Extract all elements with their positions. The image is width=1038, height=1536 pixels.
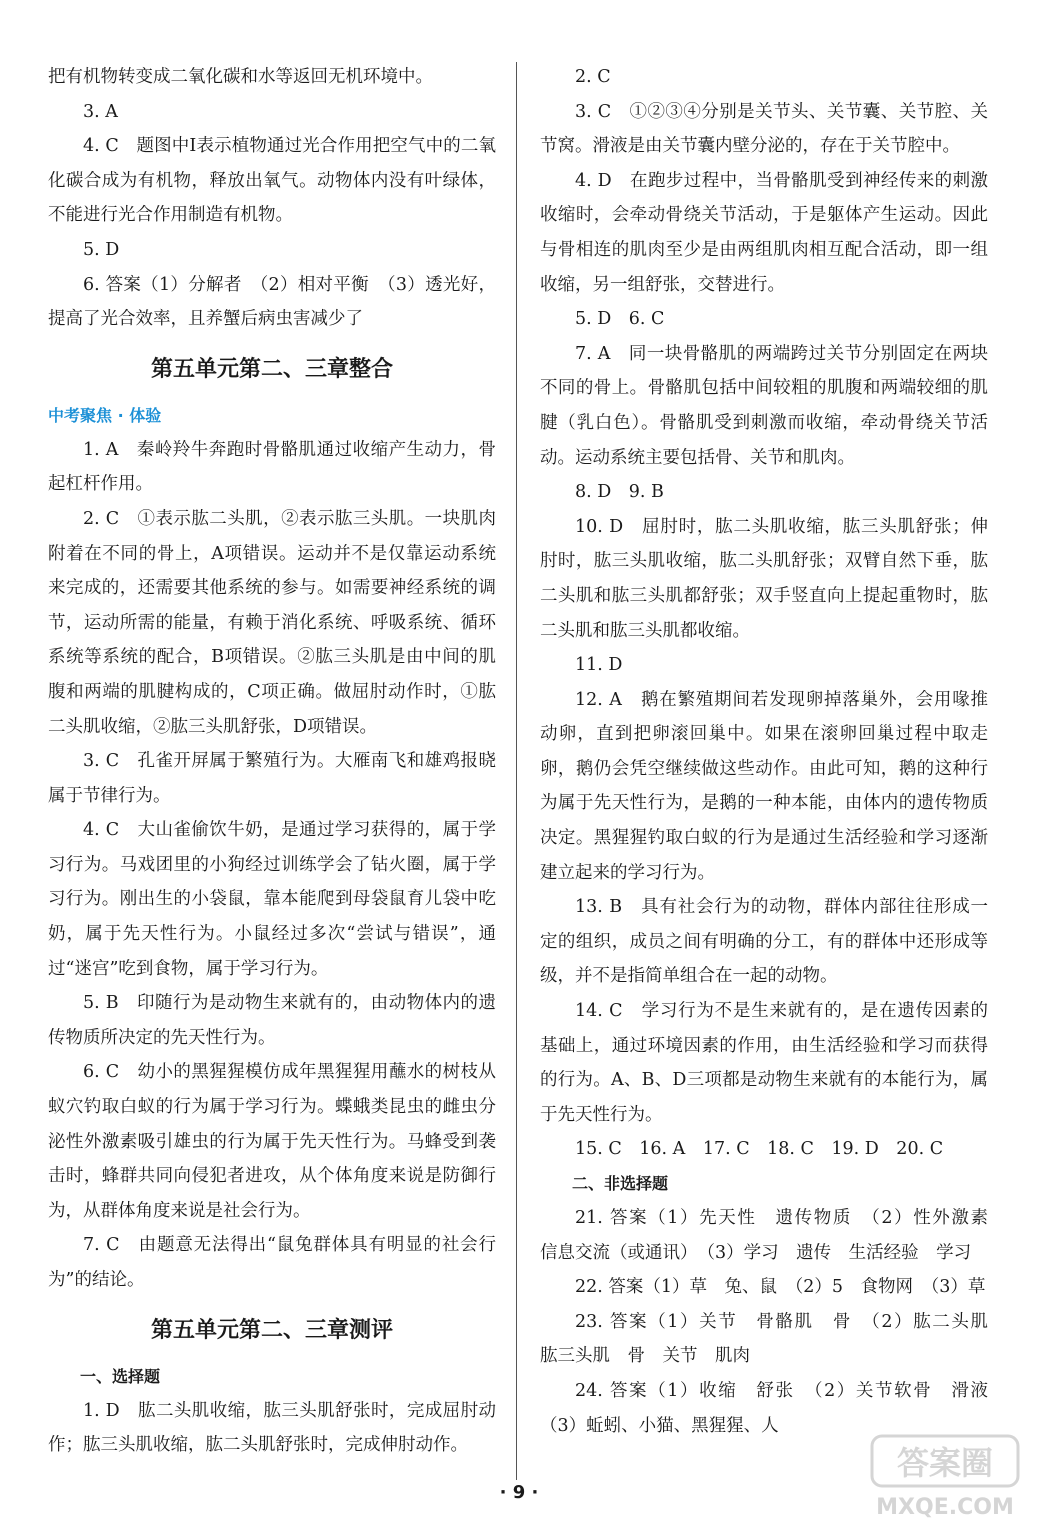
answer-item: 4. D 在跑步过程中，当骨骼肌受到神经传来的刺激收缩时，会牵动骨绕关节活动，于是躯体产生运动。因此与骨相连的肌肉至少是由两组肌肉相互配合活动，即一组收缩，另一组舒张，交替进行。 — [540, 170, 988, 295]
answer-item: 4. C 题图中Ⅰ表示植物通过光合作用把空气中的二氧化碳合成为有机物，释放出氧气。动物体内没有叶绿体，不能进行光合作用制造有机物。 — [48, 136, 496, 226]
answer-item: 7. C 由题意无法得出“鼠兔群体具有明显的社会行为”的结论。 — [48, 1235, 496, 1290]
left-column — [48, 60, 496, 1463]
answer-item: 3. C 孔雀开屏属于繁殖行为。大雁南飞和雄鸡报晓属于节律行为。 — [48, 751, 496, 806]
answer-item: 22. 答案（1）草 兔、鼠 （2）5 食物网 （3）草 — [575, 1277, 986, 1298]
answer-item: 8. D 9. B — [575, 482, 664, 503]
section-title-assessment: 第五单元第二、三章测评 — [150, 1317, 393, 1343]
answer-item: 14. C 学习行为不是生来就有的，是在遗传因素的基础上，通过环境因素的作用，由生活经验和学习而获得的行为。A、B、D三项都是动物生来就有的本能行为，属于先天性行为。 — [540, 1001, 988, 1125]
section-label-choice: 一、选择题 — [80, 1366, 161, 1386]
column-divider — [516, 62, 517, 1480]
answer-item: 3. C ①②③④分别是关节头、关节囊、关节腔、关节窝。滑液是由关节囊内壁分泌的，存在于关节腔中。 — [540, 101, 988, 157]
watermark-logo — [870, 1434, 1020, 1522]
answer-item: 11. D — [575, 655, 623, 676]
answer-item: 24. 答案（1）收缩 舒张 （2）关节软骨 滑液 （3）蚯蚓、小猫、黑猩猩、人 — [540, 1380, 1006, 1436]
watermark-text-top: 答案圈 — [896, 1444, 994, 1482]
answer-item: 5. B 印随行为是动物生来就有的，由动物体内的遗传物质所决定的先天性行为。 — [48, 993, 496, 1048]
page-number: · 9 · — [499, 1482, 539, 1503]
answer-item: 2. C — [575, 67, 611, 87]
answer-item: 4. C 大山雀偷饮牛奶，是通过学习获得的，属于学习行为。马戏团里的小狗经过训练学会了钻火圈，属于学习行为。刚出生的小袋鼠，靠本能爬到母袋鼠育儿袋中吃奶，属于先天性行为。小鼠经过多次“尝试与错误”，通过“迷宫”吃到食物，属于学习行为。 — [48, 820, 496, 979]
watermark-logo-graphic — [870, 1434, 1020, 1522]
answer-item: 3. A — [83, 101, 118, 122]
intro-paragraph: 把有机物转变成二氧化碳和水等返回无机环境中。 — [48, 67, 433, 87]
answer-item: 5. D 6. C — [575, 309, 665, 330]
answer-item: 5. D — [83, 239, 120, 260]
section-title-integration: 第五单元第二、三章整合 — [150, 356, 393, 382]
answer-item: 6. 答案（1）分解者 （2）相对平衡 （3）透光好，提高了光合效率，且养蟹后病虫害减少了 — [48, 274, 496, 330]
right-column — [540, 60, 1006, 1443]
answer-item: 1. A 秦岭羚牛奔跑时骨骼肌通过收缩产生动力，骨起杠杆作用。 — [48, 439, 496, 495]
sub-heading-exam-focus: 中考聚焦 · 体验 — [48, 405, 162, 425]
answer-item: 21. 答案（1）先天性 遗传物质 （2）性外激素 信息交流（或通讯） （3）学习 遗传 生活经验 学习 — [540, 1208, 1006, 1263]
answer-item: 7. A 同一块骨骼肌的两端跨过关节分别固定在两块不同的骨上。骨骼肌包括中间较粗的肌腹和两端较细的肌腱（乳白色）。骨骼肌受到刺激而收缩，牵动骨绕关节活动。运动系统主要包括骨、关节和肌肉。 — [540, 343, 988, 468]
answer-item: 12. A 鹅在繁殖期间若发现卵掉落巢外，会用喙推动卵，直到把卵滚回巢中。如果在滚卵回巢过程中取走卵，鹅仍会凭空继续做这些动作。由此可知，鹅的这种行为属于先天性行为，是鹅的一种本能，由体内的遗传物质决定。黑猩猩钓取白蚁的行为是通过生活经验和学习逐渐建立起来的学习行为。 — [540, 689, 988, 883]
answer-item: 1. D 肱二头肌收缩，肱三头肌舒张时，完成屈肘动作；肱三头肌收缩，肱二头肌舒张时，完成伸肘动作。 — [48, 1400, 496, 1456]
section-label-non-choice: 二、非选择题 — [572, 1174, 669, 1193]
answer-item: 2. C ①表示肱二头肌，②表示肱三头肌。一块肌肉附着在不同的骨上，A项错误。运动并不是仅靠运动系统来完成的，还需要其他系统的参与。如需要神经系统的调节，运动所需的能量，有赖于消化系统、呼吸系统、循环系统等系统的配合，B项错误。②肱三头肌是由中间的肌腹和两端的肌腱构成的，C项正确。做屈肘动作时，①肱二头肌收缩，②肱三头肌舒张，D项错误。 — [48, 508, 496, 737]
answer-item: 23. 答案（1）关节 骨骼肌 骨 （2）肱二头肌 肱三头肌 骨 关节 肌肉 — [540, 1311, 1006, 1367]
answer-item: 10. D 屈肘时，肱二头肌收缩，肱三头肌舒张；伸肘时，肱三头肌收缩，肱二头肌舒张；双臂自然下垂，肱二头肌和肱三头肌都舒张；双手竖直向上提起重物时，肱二头肌和肱三头肌都收缩。 — [540, 516, 988, 641]
watermark-text-bottom: MXQE.COM — [876, 1495, 1014, 1520]
answer-item: 6. C 幼小的黑猩猩模仿成年黑猩猩用蘸水的树枝从蚁穴钓取白蚁的行为属于学习行为。蝶蛾类昆虫的雌虫分泌性外激素吸引雄虫的行为属于先天性行为。马蜂受到袭击时，蜂群共同向侵犯者进攻，从个体角度来说是防御行为，从群体角度来说是社会行为。 — [48, 1062, 496, 1221]
answer-item: 13. B 具有社会行为的动物，群体内部往往形成一定的组织，成员之间有明确的分工，有的群体中还形成等级，并不是指简单组合在一起的动物。 — [540, 897, 988, 987]
answer-item: 15. C 16. A 17. C 18. C 19. D 20. C — [575, 1139, 944, 1160]
